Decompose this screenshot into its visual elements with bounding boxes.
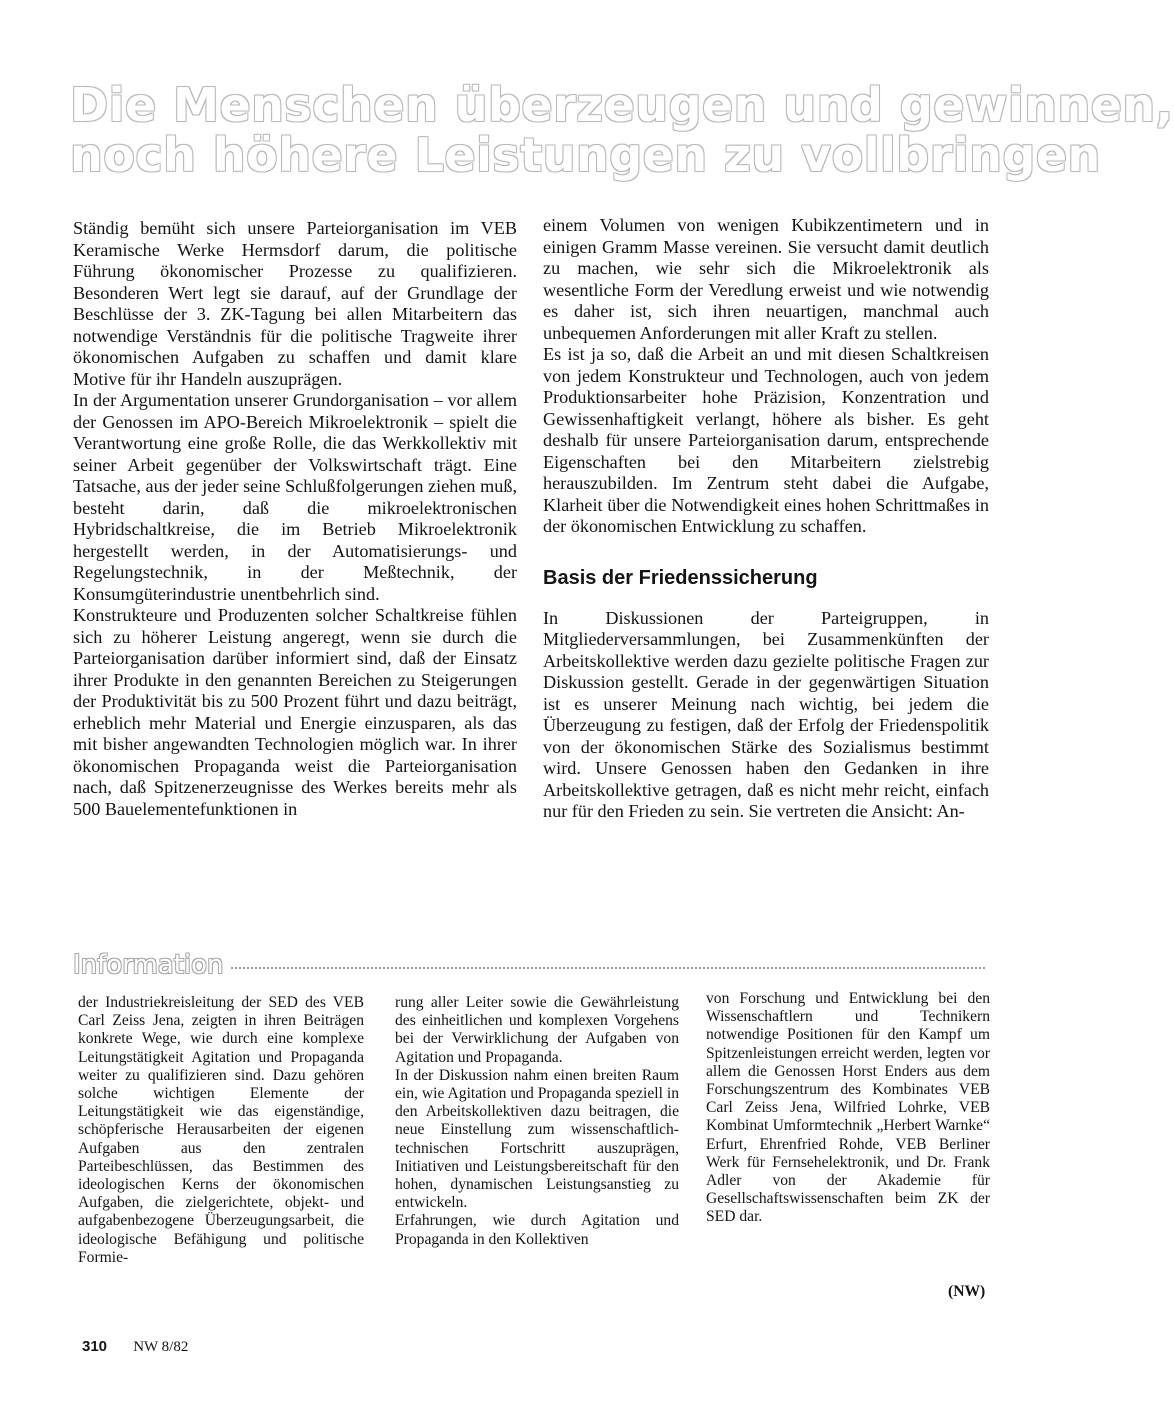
paragraph: In der Diskussion nahm einen breiten Raum ein, wie Agitation und Propaganda speziell in den Arbeitskollektiven dazu beitragen, die neue Einstellung zum wissenschaftlich-technischen Fortschritt auszuprägen, Initiativen und Leistungsbereitschaft für den hohen, dynamischen Leistungsanstieg zu entwickeln.	[395, 1066, 679, 1212]
paragraph: der Industriekreisleitung der SED des VEB Carl Zeiss Jena, zeigten in ihren Beiträgen konkrete Wege, wie durch eine komplexe Leitungstätigkeit Agitation und Propaganda weiter zu qualifizieren sind. Dazu gehören solche wichtigen Elemente der Leitungstätigkeit wie das eigenständige, schöpferische Herausarbeiten der eigenen Aufgaben aus den zentralen Parteibeschlüssen, das Bestimmen des ideologischen Kerns der ökonomischen Aufgaben, die zielgerichtete, objekt- und aufgabenbezogene Überzeugungsarbeit, die ideologische Befähigung und politische Formie-	[78, 994, 364, 1266]
paragraph: rung aller Leiter sowie die Gewährleistung des einheitlichen und komplexen Vorgehens bei der Verwirklichung der Aufgaben von Agitation und Propaganda.	[395, 994, 679, 1066]
info-column-3	[706, 990, 990, 1227]
headline-line-1: Die Menschen überzeugen und gewinnen,	[70, 78, 1174, 132]
page-footer	[82, 1338, 188, 1356]
paragraph: Es ist ja so, daß die Arbeit an und mit diesen Schaltkreisen von jedem Konstrukteur und Technologen, auch von jedem Produktionsarbeiter hohe Präzision, Konzentration und Gewissenhaftigkeit verlangt, höhere als bisher. Es geht deshalb für unsere Parteiorganisation darum, entsprechende Eigenschaften bei den Mitarbeitern zielstrebig herauszubilden. Im Zentrum steht dabei die Aufgabe, Klarheit über die Notwendigkeit eines hohen Schrittmaßes in der ökonomischen Entwicklung zu schaffen.	[543, 344, 989, 536]
paragraph: Ständig bemüht sich unsere Parteiorganisation im VEB Keramische Werke Hermsdorf darum, die politische Führung ökonomischer Prozesse zu qualifizieren. Besonderen Wert legt sie darauf, auf der Grundlage der Beschlüsse der 3. ZK-Tagung bei allen Mitarbeitern das notwendige Verständnis für die politische Tragweite ihrer ökonomischen Aufgaben zu schaffen und damit klare Motive für ihr Handeln auszuprägen.	[73, 218, 517, 389]
article-headline	[70, 78, 1174, 182]
author-signoff: (NW)	[948, 1283, 986, 1300]
info-column-1	[78, 994, 364, 1267]
main-column-right	[543, 215, 989, 823]
paragraph: von Forschung und Entwicklung bei den Wissenschaftlern und Technikern notwendige Positionen für den Kampf um Spitzenleistungen erreicht werden, legten vor allem die Genossen Horst Enders aus dem Forschungszentrum des Kombinates VEB Carl Zeiss Jena, Wilfried Lohrke, VEB Kombinat Umformtechnik „Herbert Warnke“ Erfurt, Ehrenfried Rohde, VEB Berliner Werk für Fernsehelektronik, und Dr. Frank Adler von der Akademie für Gesellschaftswissenschaften beim ZK der SED dar.	[706, 990, 990, 1226]
paragraph: einem Volumen von wenigen Kubikzentimetern und in einigen Gramm Masse vereinen. Sie versucht damit deutlich zu machen, wie sehr sich die Mikroelektronik als wesentliche Form der Veredlung erweist und wie notwendig es daher ist, sich ihren neuartigen, manchmal auch unbequemen Anforderungen mit aller Kraft zu stellen.	[543, 215, 989, 343]
information-section-header	[73, 952, 985, 982]
paragraph: Erfahrungen, wie durch Agitation und Propaganda in den Kollektiven	[395, 1212, 679, 1248]
paragraph: In der Argumentation unserer Grundorganisation – vor allem der Genossen im APO-Bereich Mikroelektronik – spielt die Verantwortung eine große Rolle, die das Werkkollektiv mit seiner Arbeit gegenüber der Volkswirtschaft trägt. Eine Tatsache, aus der jeder seine Schlußfolgerungen ziehen muß, besteht darin, daß die mikroelektronischen Hybridschaltkreise, die im Betrieb Mikroelektronik hergestellt werden, in der Automatisierungs- und Regelungstechnik, in der Meßtechnik, der Konsumgüterindustrie unentbehrlich sind.	[73, 390, 517, 604]
info-column-2	[395, 994, 679, 1249]
main-column-left	[73, 218, 517, 820]
paragraph: In Diskussionen der Parteigruppen, in Mitgliederversammlungen, bei Zusammenkünften der Arbeitskollektive werden dazu gezielte politische Fragen zur Diskussion gestellt. Gerade in der gegenwärtigen Situation ist es unserer Meinung nach wichtig, bei jedem die Überzeugung zu festigen, daß der Erfolg der Friedenspolitik von der ökonomischen Stärke des Sozialismus bestimmt wird. Unsere Genossen haben den Gedanken in ihre Arbeitskollektive getragen, daß es nicht mehr reicht, einfach nur für den Frieden zu sein. Sie vertreten die Ansicht: An-	[543, 607, 989, 821]
section-subheading: Basis der Friedenssicherung	[543, 566, 818, 589]
headline-line-2: noch höhere Leistungen zu vollbringen	[70, 128, 1101, 182]
issue-label: NW 8/82	[133, 1339, 189, 1355]
information-label: Information	[73, 950, 224, 980]
page-number: 310	[82, 1338, 108, 1355]
paragraph: Konstrukteure und Produzenten solcher Schaltkreise fühlen sich zu höherer Leistung angeregt, wenn sie durch die Parteiorganisation darüber informiert sind, daß der Einsatz ihrer Produkte in den genannten Bereichen zu Steigerungen der Produktivität bis zu 500 Prozent führt und dazu beiträgt, erheblich mehr Material und Energie einzusparen, als das mit bisher angewandten Technologien möglich war. In ihrer ökonomischen Propaganda weist die Parteiorganisation nach, daß Spitzenerzeugnisse des Werkes bereits mehr als 500 Bauelementefunktionen in	[73, 605, 517, 819]
dotted-divider	[231, 967, 985, 969]
